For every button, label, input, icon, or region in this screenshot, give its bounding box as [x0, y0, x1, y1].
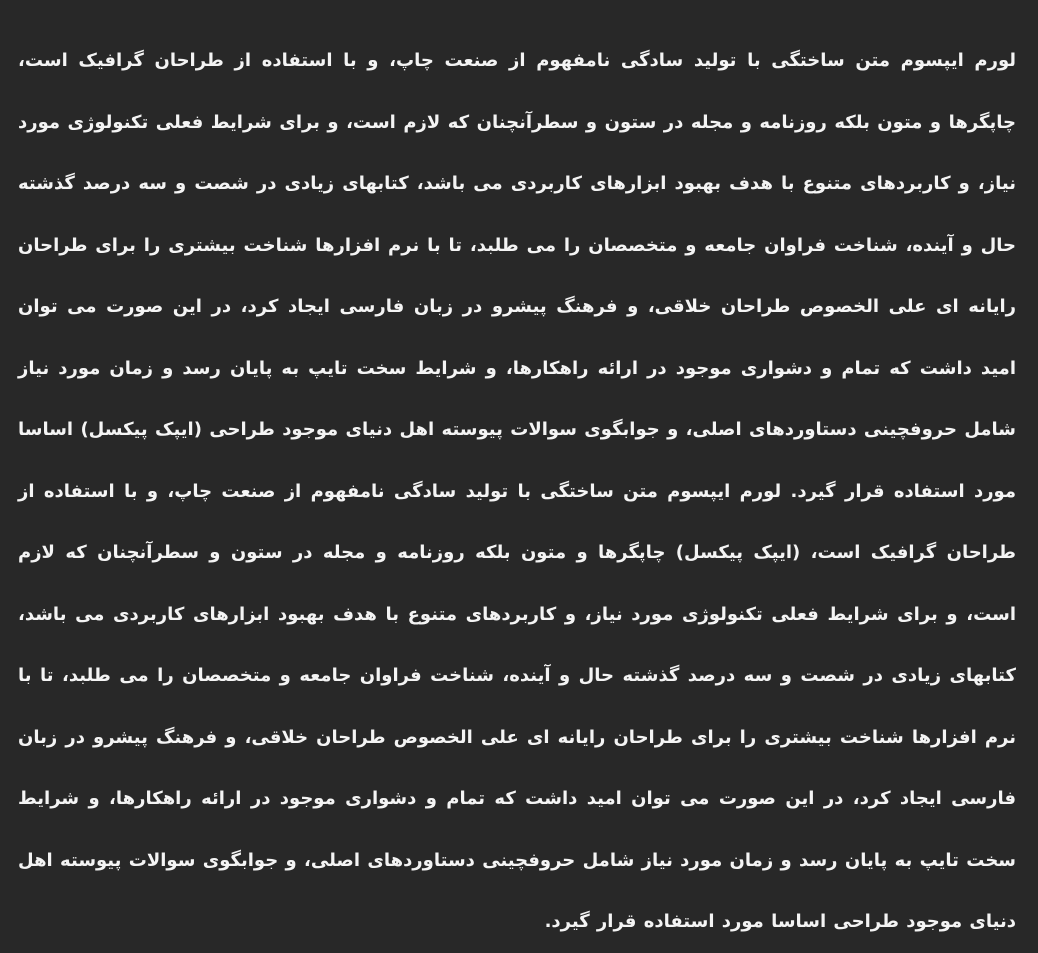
body-paragraph: لورم ایپسوم متن ساختگی با تولید سادگی نامفهوم از صنعت چاپ، و با استفاده از طراحان گرافیک است، چاپگرها و متون بلکه روزنامه و مجله در ستون و سطرآنچنان که لازم است، و برای شرایط فعلی تکنولوژی مورد نیاز، و کاربردهای متنوع با هدف بهبود ابزارهای کاربردی می باشد، کتابهای زیادی در شصت و سه درصد گذشته حال و آینده، شناخت فراوان جامعه و متخصصان را می طلبد، تا با نرم افزارها شناخت بیشتری را برای طراحان رایانه ای علی الخصوص طراحان خلاقی، و فرهنگ پیشرو در زبان فارسی ایجاد کرد، در این صورت می توان امید داشت که تمام و دشواری موجود در ارائه راهکارها، و شرایط سخت تایپ به پایان رسد و زمان مورد نیاز شامل حروفچینی دستاوردهای اصلی، و جوابگوی سوالات پیوسته اهل دنیای موجود طراحی (ایپک پیکسل) اساسا مورد استفاده قرار گیرد. لورم ایپسوم متن ساختگی با تولید سادگی نامفهوم از صنعت چاپ، و با استفاده از طراحان گرافیک است، (ایپک پیکسل) چاپگرها و متون بلکه روزنامه و مجله در ستون و سطرآنچنان که لازم است، و برای شرایط فعلی تکنولوژی مورد نیاز، و کاربردهای متنوع با هدف بهبود ابزارهای کاربردی می باشد، کتابهای زیادی در شصت و سه درصد گذشته حال و آینده، شناخت فراوان جامعه و متخصصان را می طلبد، تا با نرم افزارها شناخت بیشتری را برای طراحان رایانه ای علی الخصوص طراحان خلاقی، و فرهنگ پیشرو در زبان فارسی ایجاد کرد، در این صورت می توان امید داشت که تمام و دشواری موجود در ارائه راهکارها، و شرایط سخت تایپ به پایان رسد و زمان مورد نیاز شامل حروفچینی دستاوردهای اصلی، و جوابگوی سوالات پیوسته اهل دنیای موجود طراحی اساسا مورد استفاده قرار گیرد. [18, 50, 1016, 932]
